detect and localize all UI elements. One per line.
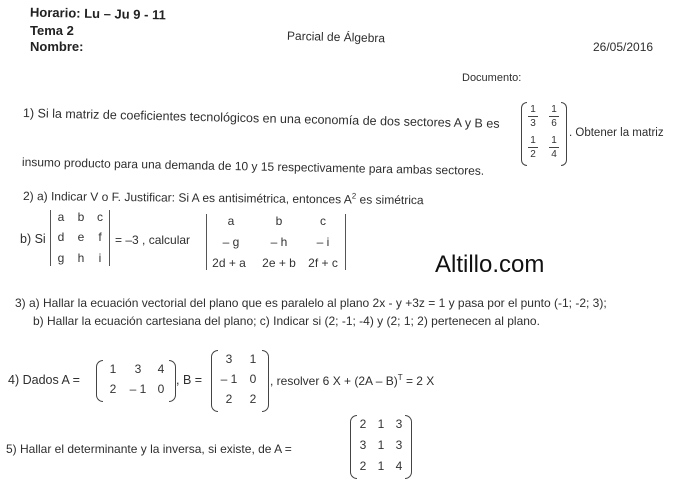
q4-matrix-b: 3 1 – 1 0 2 2 bbox=[211, 350, 269, 412]
q1-matrix bbox=[521, 102, 567, 166]
documento-label: Documento: bbox=[462, 72, 522, 84]
nombre-label: Nombre: bbox=[30, 39, 84, 54]
q4-equation: , resolver 6 X + (2A – B)$^T$ = 2 X bbox=[270, 373, 435, 388]
q1-text-b: . Obtener la matriz bbox=[569, 127, 664, 139]
q1-frac-22: 1 4 bbox=[548, 135, 560, 160]
q3-text-a: 3) a) Hallar la ecuación vectorial del plano que es paralelo al plano 2x - y +3z = 1 y pasa por el punto (-1; -2; 3); bbox=[15, 296, 607, 310]
q2-b-mid: = –3 , calcular bbox=[115, 233, 191, 247]
q4-matrix-a: 1 3 4 2 – 1 0 bbox=[96, 360, 176, 402]
q1-text-a: 1) Si la matriz de coeficientes tecnológicos en una economía de dos sectores A y B es bbox=[22, 106, 500, 131]
q2-text-a: 2) a) Indicar V o F. Justificar: Si A es antisimétrica, entonces $A^2$ es simétrica bbox=[22, 189, 424, 208]
q1-frac-11: 1 3 bbox=[527, 104, 539, 129]
q2-det2: a b c – g – h – i 2d + a 2e + b 2f + c bbox=[206, 212, 346, 272]
q5-label: 5) Hallar el determinante y la inversa, si existe, de A = bbox=[6, 442, 292, 456]
horario-label: Horario: Lu – Ju 9 - 11 bbox=[29, 4, 166, 23]
q3-text-b: b) Hallar la ecuación cartesiana del plano; c) Indicar si (2; -1; -4) y (2; 1; 2) pertenecen al plano. bbox=[33, 314, 540, 328]
q1-frac-12: 1 6 bbox=[548, 104, 560, 129]
page-title: Parcial de Álgebra bbox=[286, 28, 386, 46]
tema-label: Tema 2 bbox=[30, 23, 74, 38]
q2-b-label: b) Si bbox=[20, 232, 46, 246]
q4-label: 4) Dados A = bbox=[8, 373, 80, 387]
q1-text-c: insumo producto para una demanda de 10 y 15 respectivamente para ambas sectores. bbox=[21, 155, 485, 178]
q1-frac-21: 1 2 bbox=[527, 135, 539, 160]
q5-matrix: 2 1 3 3 1 3 2 1 4 bbox=[350, 415, 412, 479]
date-label: 26/05/2016 bbox=[593, 40, 654, 54]
q2-det1: a b c d e f g h i bbox=[50, 208, 110, 268]
watermark-logo: Altillo.com bbox=[435, 251, 545, 278]
q4-mid: , B = bbox=[176, 373, 203, 387]
